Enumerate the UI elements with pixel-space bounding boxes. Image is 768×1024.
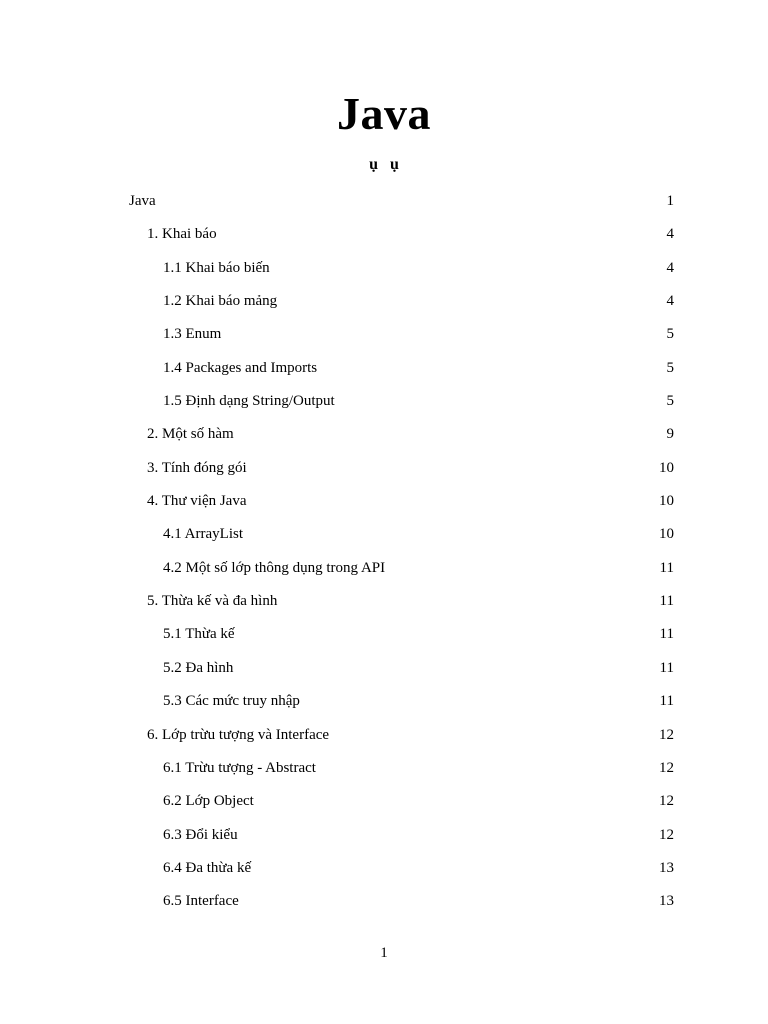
toc-entry-page-number: 12 — [659, 726, 674, 743]
toc-entry-label[interactable]: 6.5 Interface — [163, 893, 239, 910]
toc-entry[interactable] — [0, 585, 768, 618]
toc-entry[interactable] — [0, 819, 768, 852]
toc-entry-label[interactable]: 4. Thư viện Java — [147, 493, 247, 510]
toc-entry-label[interactable]: 5.2 Đa hình — [163, 659, 234, 676]
toc-entry-label[interactable]: 5.3 Các mức truy nhập — [163, 693, 300, 710]
toc-entry-page-number: 5 — [666, 393, 674, 410]
table-of-contents — [0, 185, 768, 919]
toc-entry[interactable] — [0, 185, 768, 218]
toc-entry-label[interactable]: 1.2 Khai báo mảng — [163, 293, 278, 310]
toc-entry-label[interactable]: 1.4 Packages and Imports — [163, 359, 318, 376]
toc-entry-label[interactable]: 6.3 Đổi kiểu — [163, 826, 238, 843]
toc-entry-page-number: 5 — [666, 359, 674, 376]
toc-entry[interactable] — [0, 885, 768, 918]
toc-entry-label[interactable]: 1. Khai báo — [147, 226, 217, 243]
toc-entry[interactable] — [0, 385, 768, 418]
toc-entry-page-number: 1 — [666, 193, 674, 209]
page-subtitle: ụ ụ — [369, 156, 399, 173]
toc-entry-page-number: 12 — [659, 759, 674, 776]
toc-entry[interactable] — [0, 785, 768, 818]
toc-entry-page-number: 13 — [659, 859, 674, 876]
toc-entry-page-number: 11 — [659, 626, 674, 643]
toc-entry-label[interactable]: 1.5 Định dạng String/Output — [163, 393, 335, 410]
toc-entry-label[interactable]: 6.4 Đa thừa kế — [163, 859, 252, 876]
toc-entry-label[interactable]: 4.1 ArrayList — [163, 526, 243, 543]
toc-entry-label[interactable]: 6. Lớp trừu tượng và Interface — [147, 726, 330, 743]
toc-entry-page-number: 11 — [659, 593, 674, 610]
toc-entry[interactable] — [0, 352, 768, 385]
toc-entry-label[interactable]: 3. Tính đóng gói — [147, 459, 247, 476]
toc-entry-page-number: 9 — [666, 426, 674, 443]
toc-entry-page-number: 11 — [659, 659, 674, 676]
toc-entry-label[interactable]: Java — [129, 193, 156, 209]
toc-entry[interactable] — [0, 685, 768, 718]
toc-entry-page-number: 4 — [666, 259, 674, 276]
toc-entry[interactable] — [0, 719, 768, 752]
toc-entry-label[interactable]: 5. Thừa kế và đa hình — [147, 593, 278, 610]
toc-entry[interactable] — [0, 218, 768, 251]
toc-entry[interactable] — [0, 752, 768, 785]
toc-entry[interactable] — [0, 552, 768, 585]
toc-entry[interactable] — [0, 318, 768, 351]
toc-entry-page-number: 4 — [666, 293, 674, 310]
toc-entry[interactable] — [0, 452, 768, 485]
toc-entry-page-number: 11 — [659, 693, 674, 710]
toc-entry-page-number: 4 — [666, 226, 674, 243]
toc-entry-label[interactable]: 1.3 Enum — [163, 326, 222, 343]
toc-entry-page-number: 12 — [659, 793, 674, 810]
toc-entry[interactable] — [0, 418, 768, 451]
toc-entry-label[interactable]: 2. Một số hàm — [147, 426, 234, 443]
toc-entry-label[interactable]: 5.1 Thừa kế — [163, 626, 235, 643]
toc-entry-page-number: 10 — [659, 526, 674, 543]
toc-entry-label[interactable]: 6.1 Trừu tượng - Abstract — [163, 759, 316, 776]
toc-entry[interactable] — [0, 652, 768, 685]
toc-entry-page-number: 10 — [659, 459, 674, 476]
toc-entry[interactable] — [0, 618, 768, 651]
page-number: 1 — [380, 945, 388, 961]
toc-entry-page-number: 10 — [659, 493, 674, 510]
toc-entry-page-number: 12 — [659, 826, 674, 843]
toc-entry[interactable] — [0, 852, 768, 885]
page-title: Java — [337, 88, 431, 139]
toc-entry-label[interactable]: 1.1 Khai báo biến — [163, 259, 270, 276]
toc-entry[interactable] — [0, 485, 768, 518]
toc-entry-label[interactable]: 4.2 Một số lớp thông dụng trong API — [163, 559, 386, 576]
toc-entry-label[interactable]: 6.2 Lớp Object — [163, 793, 254, 810]
toc-entry[interactable] — [0, 518, 768, 551]
toc-entry[interactable] — [0, 285, 768, 318]
toc-entry[interactable] — [0, 252, 768, 285]
toc-entry-page-number: 13 — [659, 893, 674, 910]
toc-entry-page-number: 5 — [666, 326, 674, 343]
toc-entry-page-number: 11 — [659, 559, 674, 576]
